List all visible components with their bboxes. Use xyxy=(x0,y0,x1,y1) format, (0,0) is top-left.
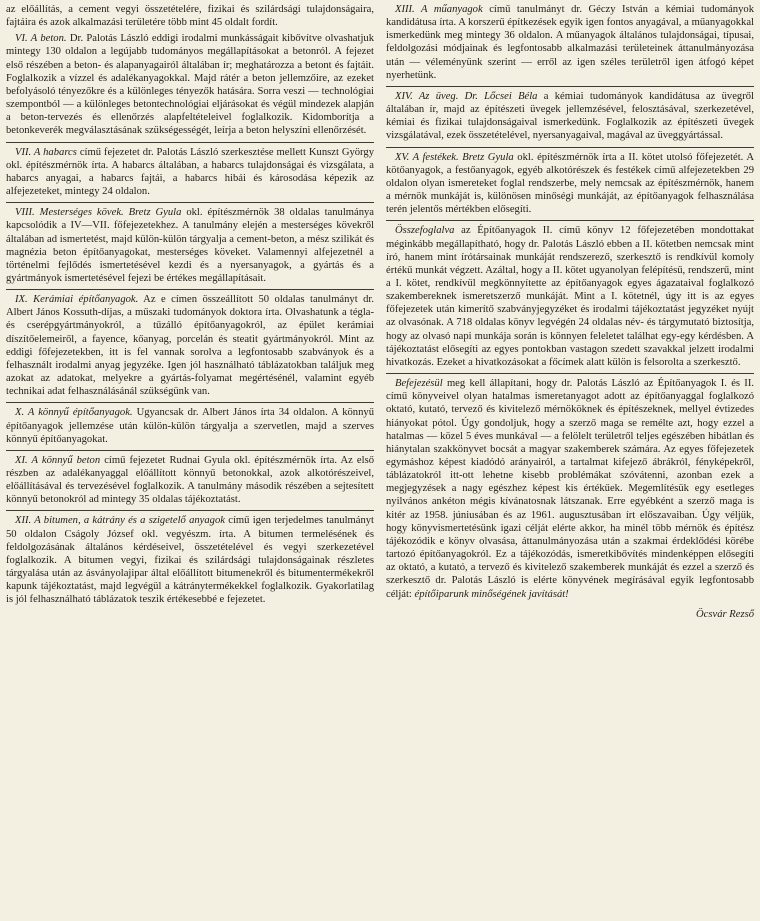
paragraph-text: Az e címen összeállított 50 oldalas tanulmányt dr. Albert János Kossuth-díjas, a műszaki tudományok doktora írta. Olvashatunk a tégla- és cserépgyártmányokról, a tűzálló építőanyagokról, az épület kerámiai díszítőelemeiről, a fayence, kőanyag, porcelán és steatit gyártmányokról. Mint az eddigi főfejezetekben, itt is fel vannak sorolva a legfontosabb szabványok és a felhasznált irodalmi anyag jegyzéke. Igen jól használható táblázatokban találjuk meg azokat az adatokat, melyekre a gyártás-folyamat megértésénél, valamint egyéb technikai adat felhasználásánál szükségünk van. xyxy=(6,294,375,398)
right-column xyxy=(386,3,754,622)
section-ix-keramiai xyxy=(6,293,374,398)
divider-line xyxy=(386,86,754,87)
section-x-konnyu-epitoanyagok xyxy=(6,406,374,445)
section-heading: XII. A bitumen, a kátrány és a szigetelő anyagok xyxy=(15,515,225,527)
section-xii-bitumen xyxy=(6,514,374,606)
section-heading: VII. A habarcs xyxy=(15,146,77,158)
divider-line xyxy=(6,402,374,403)
section-heading: XIV. Az üveg. Dr. Lőcsei Béla xyxy=(395,90,538,102)
section-heading: IX. Kerámiai építőanyagok. xyxy=(15,294,139,306)
paragraph-text: Dr. Palotás László eddigi irodalmi munkásságait kibővítve olvashatjuk mintegy 130 oldalon a legújabb tudományos megállapításokat a betonról. A fejezet első részében a beton- és alapanyagairól általában ír; meghatározza a betont és fajtáit. Foglalkozik a vízzel és adalékanyagokkal. Majd rátér a beton jellemzőire, az ezeket befolyásoló tényezőkre és a különleges tényezők hatására. Sorra veszi — technológiai szempontból — a különleges betontechnológiai eljárásokat és végül mindezek alapján a beton-tervezés és ellenőrzés alapfeltételeivel foglalkozik. Kidomborítja a betonkeverék megválasztásának szükségességét, leírja a beton helyszíni ellenőrzését. xyxy=(6,33,374,137)
divider-line xyxy=(6,202,374,203)
paragraph-text: az előállítás, a cement vegyi összetételére, fizikai és szilárdsági tulajdonságaira, fajtáira és azok alkalmazási területére több mint 45 oldalt fordít. xyxy=(6,4,374,29)
paragraph-text: okl. építészmérnök 38 oldalas tanulmánya kapcsolódik a IV—VII. főfejezetekhez. A tanulmány elején a mesterséges kövekről általában ad ismertetést, majd külön-külön tárgyalja a cement-beton, a mész szilikát és magnézia beton építőanyagokat, mesterséges köveket. Valamennyi alfejezetnél a történelmi fejlődés ismertetésével kezdi és a nyersanyagok, a gyártás és a gyártmányok ismertetésével fejezi be értékes megállapításait. xyxy=(6,207,375,284)
conclusion-paragraph xyxy=(386,377,754,601)
paragraph-text: című fejezetet Rudnai Gyula okl. építészmérnök írta. Az első részben az adalékanyaggal előállított könnyű betonokkal, azok alkotórészeivel, előállításával és tervezésével foglalkozik. A tanulmány második részében a sejtesített könnyű betonokról ad mintegy 35 oldalas tájékoztatást. xyxy=(6,454,374,506)
divider-line xyxy=(386,147,754,148)
paragraph-text: meg kell állapítani, hogy dr. Palotás László az Építőanyagok I. és II. című könyveivel olyan hatalmas ismeretanyagot adott az építőanyaggal foglalkozó oktató, kutató, tervező és kivitelező mérnököknek és építészeknek, mellyel évtizedes hiányokat pótol. Úgy gondoljuk, hogy a szerző maga se remélte azt, hogy ezzel a hatalmas — közel 5 éves munkával — a felölelt területről teljes egészében hibátlan és hiánytalan szakkönyvet bocsát a magyar szakemberek számára. Az egyes főfejezetek egymáshoz képest kiadódó arányairól, a tartalmat kifejező ábrákról, fényképekről, táblázatokról itt-ott lehetne kisebb problémákat szóvátenni, azonban ezek a megjegyzések a nagy egészhez képest kis értékűek. Megemlítésük egy esetleges nyilvános ankéton mégis kívánatosnak látszanak. Erre egyébként a szerző maga is kitér az 1958. júniusában és az 1961. augusztusában írt előszavaiban. Úgy véljük, hogy könyvismertetésünk igazi célját elérte akkor, ha minél több mérnök és építész tájékozódik e könyv olvasása, áttanulmányozása után a szakmai érdeklődési körébe tartozó építőanyagokról. Ez a tájékozódás, ismeretkibővítés mindenképpen elősegíti az oktató, a kutató, a tervező és kivitelező szakemberek munkáját és ezzel a szerző és szerkesztő dr. Palotás László is elérte könyvének megírásával egyik legfontosabb célját: xyxy=(386,378,754,600)
paragraph-text: című igen terjedelmes tanulmányt 50 oldalon Cságoly József okl. vegyészm. írta. A bitumen termelésének és feldolgozásának általános kérdéseivel, összetételével és vegyi szerkezetével foglalkozik. A bitumen vegyi, fizikai és szilárdsági tulajdonságainak részletes tárgyalása után az ásványolajipar által előállított bitumenekről és bitumentermékekről kapunk tájékoztatást, majd legvégül a kátránytermékekkel foglalkozik. Gyakorlatilag is jól felhasználható táblázatok teszik értékesebbé e fejezetet. xyxy=(6,515,374,606)
section-viii-mesterseges-kovek xyxy=(6,206,374,285)
divider-line xyxy=(386,373,754,374)
section-heading: XI. A könnyű beton xyxy=(15,454,101,466)
left-column xyxy=(6,3,374,622)
conclusion-heading: Befejezésül xyxy=(395,378,443,390)
paragraph-text: okl. építészmérnök írta a II. kötet utolsó főfejezetét. A kötőanyagok, a festőanyagok, egyéb alkotórészek és festékek című alfejezetekben 29 oldalon olyan ismereteket foglal rendszerbe, mely nemcsak az építészmérnök, hanem a mérnök munkáját is, különösen minőségi munkáját, az építőanyagok felhasználása terén jelentős mértékben elősegíti. xyxy=(386,151,754,216)
paragraph-text: a kémiai tudományok kandidátusa az üvegről általában ír, majd az építészeti üvegek jellemzésével, felosztásával, szerkezetével, kémiai és fizikai tulajdonságaival ismerkedünk. Foglalkozik az építészeti üvegek vizsgálatával, ezek összetételével, nyersanyagaival, magával az üveggyártással. xyxy=(386,90,754,142)
divider-line xyxy=(386,220,754,221)
section-heading: XV. A festékek. Bretz Gyula xyxy=(395,151,514,163)
summary-heading: Összefoglalva xyxy=(395,225,455,237)
author-signature: Öcsvár Rezső xyxy=(696,608,754,620)
paragraph-text: Ugyancsak dr. Albert János írta 34 oldalon. A könnyű építőanyagok jellemzése után külön-külön tárgyalja a szervetlen, majd a szerves könnyű építőanyagokat. xyxy=(6,407,374,445)
summary-paragraph xyxy=(386,224,754,369)
section-xi-konnyu-beton xyxy=(6,454,374,507)
paragraph-text: az Építőanyagok II. című könyv 12 főfejezetében mondottakat méginkább megállapítható, hogy dr. Palotás László ebben a II. kötetben nemcsak mint író, hanem mint írótársainak munkáját rendszerező, szerkesztő is rendkívül komoly értékű munkát végzett. Azáltal, hogy a II. kötet ugyanolyan felépítésű, rendszerű, mint a I. kötet, rendkívül megkönnyítette az építőanyagok egyes ágazataival foglalkozó szakembereknek ismeretszerző munkáját. Mint a I. kötetnél, úgy itt is az egyes főfejezetek után kimerítő szabványjegyzéket és irodalmi tájékoztatást jegyzéket nyújt az olvasónak. A 718 oldalas könyv legvégén 24 oldalas név- és tárgymutató biztosítja, hogy az olvasó napi munkája során is könnyen feleletet találhat egy-egy kérdésben. A tájékoztatást elősegíti az egyes pontokban vastagon szedett szavakkal jelzett irodalmi hivatkozás. Ezeket a hivatkozásokat a főcímek alatt külön is felsorolta a szerkesztő. xyxy=(386,225,754,368)
section-vii-habarcs xyxy=(6,146,374,199)
two-column-layout xyxy=(6,3,754,622)
section-xiii-muanyagok xyxy=(386,3,754,82)
section-vi-beton xyxy=(6,32,374,137)
paragraph-text: című tanulmányt dr. Géczy István a kémiai tudományok kandidátusa írta. A korszerű építkezések egyik igen fontos anyagával, a műanyagokkal ismerkedünk meg mintegy 36 oldalon. A műanyagok általános tulajdonságai, típusai, feldolgozási módjainak és legfontosabb alkalmazási területeinek áttanulmányozása után — véleményünk szerint — erről az igen széles területről igen átfogó képet nyerhetünk. xyxy=(386,4,754,81)
divider-line xyxy=(6,289,374,290)
closing-phrase: építőiparunk minőségének javítását! xyxy=(414,588,569,600)
section-heading: X. A könnyű építőanyagok. xyxy=(15,407,133,419)
divider-line xyxy=(6,510,374,511)
signature-line xyxy=(386,604,754,622)
section-heading: XIII. A műanyagok xyxy=(395,4,483,15)
section-xv-festekek xyxy=(386,151,754,217)
paragraph-continuation xyxy=(6,3,374,29)
section-heading: VIII. Mesterséges kövek. Bretz Gyula xyxy=(15,207,182,219)
divider-line xyxy=(6,450,374,451)
section-xiv-uveg xyxy=(386,90,754,143)
paragraph-text: című fejezetet dr. Palotás László szerkesztése mellett Kunszt György okl. építészmérnök írta. A habarcs általában, a habarcs tulajdonságai és vizsgálata, a habarcs anyagai, a habarcs fajtái, a habarcs hibái és károsodása képezik az alfejezeteket, mintegy 24 oldalon. xyxy=(6,146,374,198)
section-heading: VI. A beton. xyxy=(15,33,67,45)
divider-line xyxy=(6,142,374,143)
